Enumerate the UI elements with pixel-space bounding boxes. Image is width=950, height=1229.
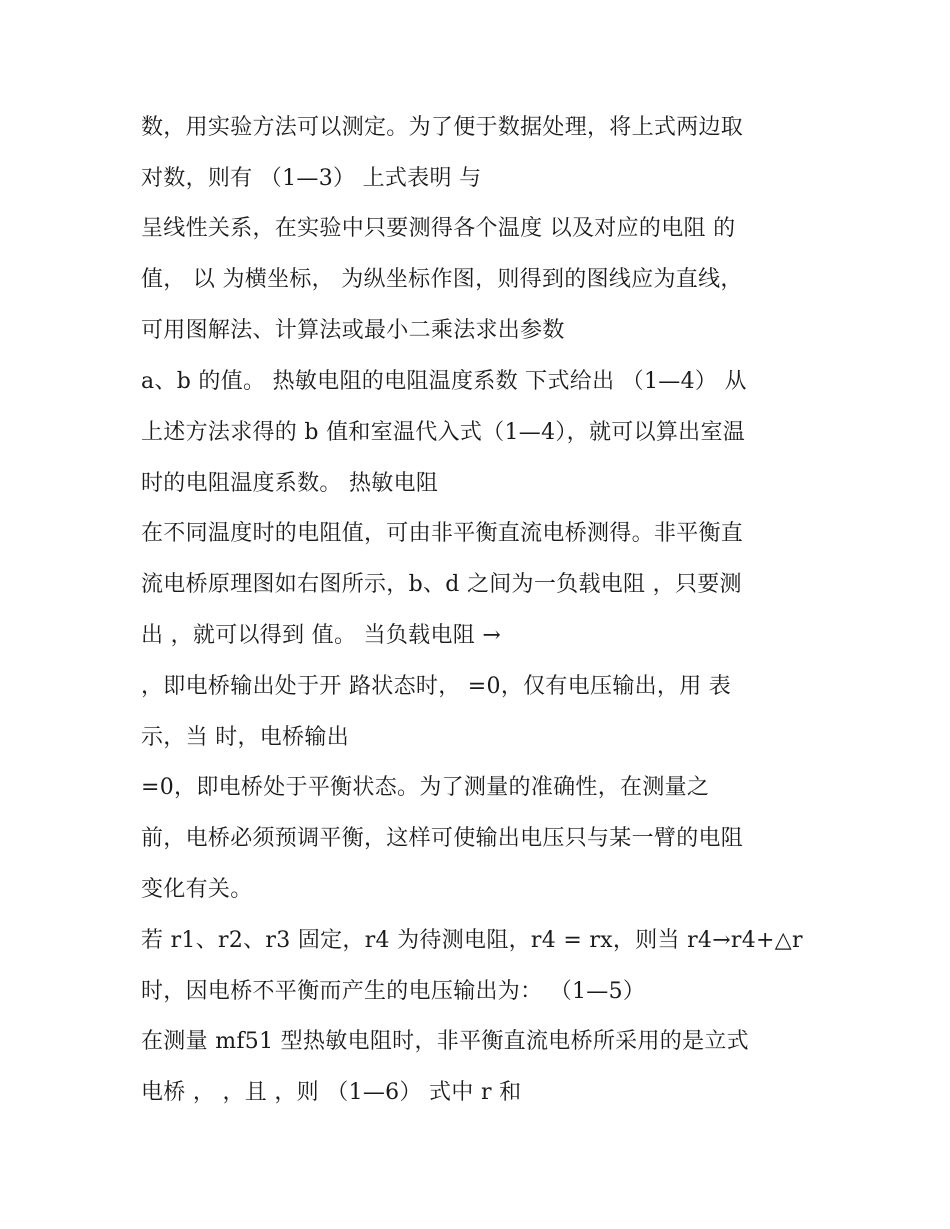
text-line: 电桥 ， ，且 ，则 （1—6） 式中 r 和 [141,1080,522,1105]
text-line: 前，电桥必须预调平衡，这样可使输出电压只与某一臂的电阻 [141,826,744,851]
text-line: =0，即电桥处于平衡状态。为了测量的准确性，在测量之 [141,775,710,800]
text-line: 出 ，就可以得到 值。 当负载电阻 → [141,623,502,648]
text-line: 若 r1、r2、r3 固定，r4 为待测电阻，r4 = rx，则当 r4→r4+△r [141,928,803,953]
text-line: 数，用实验方法可以测定。为了便于数据处理，将上式两边取 [141,115,744,140]
text-line: 时，因电桥不平衡而产生的电压输出为： （1—5） [141,979,646,1004]
text-line: 流电桥原理图如右图所示，b、d 之间为一负载电阻 ，只要测 [141,572,742,597]
text-line: 示，当 时，电桥输出 [141,725,349,750]
text-line: 在不同温度时的电阻值，可由非平衡直流电桥测得。非平衡直 [141,521,744,546]
text-line: 可用图解法、计算法或最小二乘法求出参数 [141,318,565,343]
text-line: 变化有关。 [141,877,253,902]
text-line: a、b 的值。 热敏电阻的电阻温度系数 下式给出 （1—4） 从 [141,369,747,394]
text-line: 对数，则有 （1—3） 上式表明 与 [141,166,482,191]
text-line: 值， 以 为横坐标， 为纵坐标作图，则得到的图线应为直线， [141,267,743,292]
text-line: 时的电阻温度系数。 热敏电阻 [141,471,439,496]
text-line: 上述方法求得的 b 值和室温代入式（1—4），就可以算出室温 [141,420,746,445]
text-line: 呈线性关系，在实验中只要测得各个温度 以及对应的电阻 的 [141,216,736,241]
text-line: ，即电桥输出处于开 路状态时， =0，仅有电压输出，用 表 [141,674,732,699]
text-line: 在测量 mf51 型热敏电阻时，非平衡直流电桥所采用的是立式 [141,1029,749,1054]
